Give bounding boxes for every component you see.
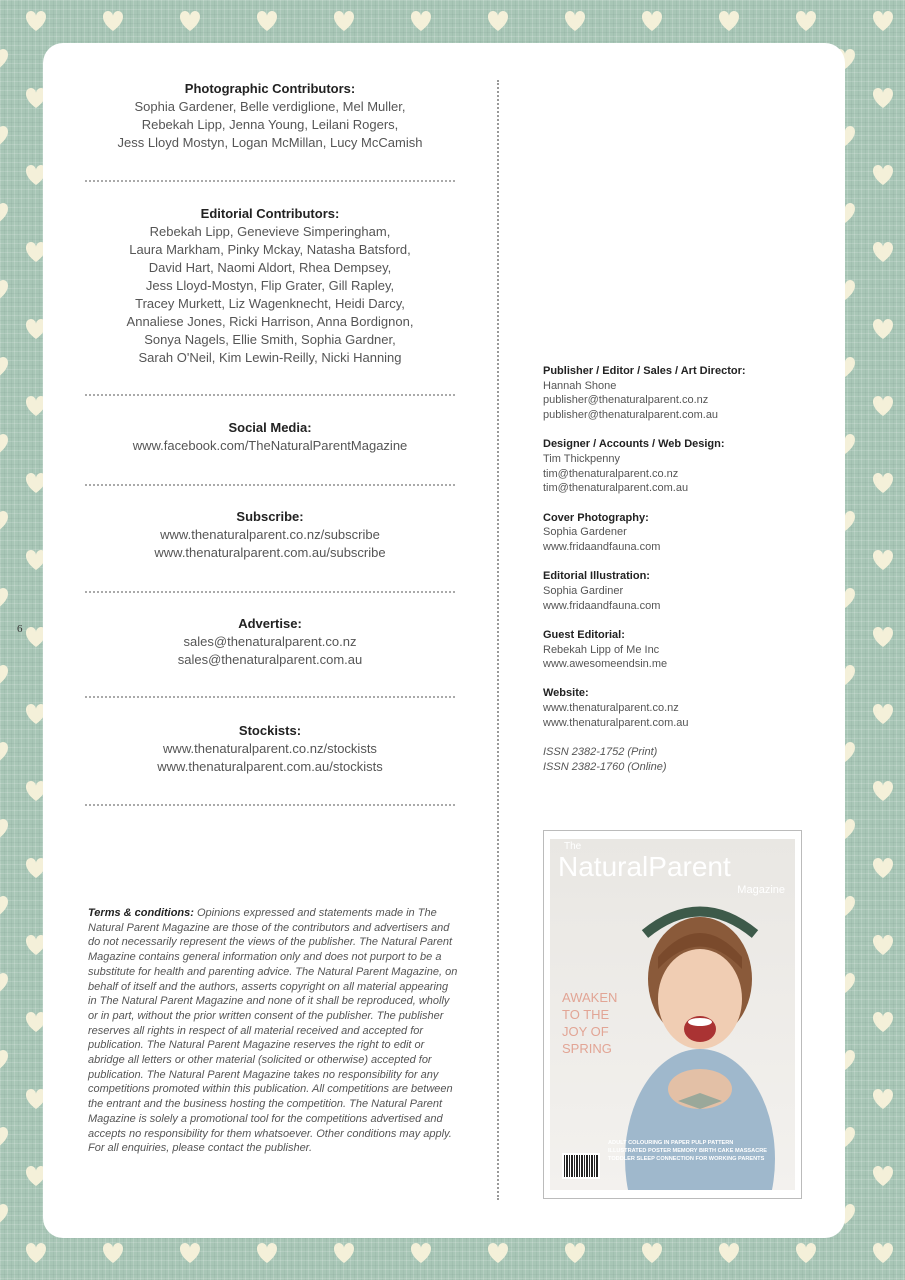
section-line: www.thenaturalparent.com.au/stockists xyxy=(157,759,383,774)
staff-credit-block xyxy=(543,569,823,613)
cover-lines xyxy=(608,1139,790,1163)
cover-headline: AWAKEN TO THE JOY OF SPRING xyxy=(562,990,618,1056)
section-line: Sophia Gardener, Belle verdiglione, Mel Muller, xyxy=(134,99,406,114)
issn-online: ISSN 2382-1760 (Online) xyxy=(543,760,667,773)
terms-text: Opinions expressed and statements made in The Natural Parent Magazine are those of the contributors and advertisers and do not necessarily represent the views of the publisher. The Natural Parent Magazine contains general information only and does not purport to be a substitute for health and parenting advice. The Natural Parent Magazine, on behalf of itself and the authors, asserts copyright on all material appearing in The Natural Parent Magazine and none of it shall be reproduced, wholly or in part, without the prior written consent of the publisher. The publisher reserves all rights in respect of all material received and accepted for publication. The Natural Parent Magazine reserves the right to edit or abridge all letters or other material (solicited or otherwise) accepted for publication. The Natural Parent Magazine takes no responsibility for any competitions promoted within this publication. All competitions are between the entrant and the business hosting the competition. The Natural Parent Magazine is solely a promotional tool for the competitions advertised and accepts no responsibility for them whatsoever. Other conditions may apply. For all enquiries, please contact the publisher. xyxy=(88,907,458,1155)
section-heading: Stockists: xyxy=(238,723,302,738)
staff-credit-block xyxy=(543,628,823,672)
issn-print: ISSN 2382-1752 (Print) xyxy=(543,746,658,759)
credits-section xyxy=(85,508,455,562)
dotted-divider xyxy=(85,484,455,486)
block-heading: Guest Editorial: xyxy=(543,628,625,641)
credits-section xyxy=(85,722,455,776)
issn-block xyxy=(543,745,823,774)
dotted-divider xyxy=(85,804,455,806)
block-line: Sophia Gardiner xyxy=(543,584,624,597)
section-line: Rebekah Lipp, Jenna Young, Leilani Rogers, xyxy=(141,117,399,132)
staff-credit-block xyxy=(543,511,823,555)
block-line: publisher@thenaturalparent.co.nz xyxy=(543,394,709,407)
dotted-divider xyxy=(85,180,455,182)
section-line: sales@thenaturalparent.co.nz xyxy=(183,634,357,649)
credits-section xyxy=(85,80,455,152)
section-heading: Social Media: xyxy=(228,420,312,435)
block-heading: Website: xyxy=(543,687,589,700)
staff-credit-block xyxy=(543,686,823,730)
terms-and-conditions xyxy=(88,906,458,1156)
section-line: Jess Lloyd-Mostyn, Flip Grater, Gill Rapley, xyxy=(145,278,395,293)
block-line: www.awesomeendsin.me xyxy=(543,658,668,671)
cover-title: NaturalParent xyxy=(558,851,731,882)
section-line: www.facebook.com/TheNaturalParentMagazine xyxy=(132,438,408,453)
section-line: www.thenaturalparent.co.nz/stockists xyxy=(163,741,377,756)
section-line: Annaliese Jones, Ricki Harrison, Anna Bordignon, xyxy=(126,314,414,329)
block-line: publisher@thenaturalparent.com.au xyxy=(543,409,719,422)
section-line: Jess Lloyd Mostyn, Logan McMillan, Lucy McCamish xyxy=(117,135,423,150)
cover-the: The xyxy=(564,841,582,852)
block-line: www.thenaturalparent.co.nz xyxy=(543,702,679,715)
section-line: www.thenaturalparent.co.nz/subscribe xyxy=(160,527,380,542)
barcode xyxy=(562,1153,600,1179)
section-line: Rebekah Lipp, Genevieve Simperingham, xyxy=(149,224,391,239)
block-line: Rebekah Lipp of Me Inc xyxy=(543,643,660,656)
block-line: tim@thenaturalparent.co.nz xyxy=(543,467,679,480)
cover-line: ADULT COLOURING IN PAPER PULP PATTERN xyxy=(608,1140,734,1146)
column-divider xyxy=(497,80,499,1200)
section-line: www.thenaturalparent.com.au/subscribe xyxy=(154,545,386,560)
block-line: www.thenaturalparent.com.au xyxy=(543,716,689,729)
dotted-divider xyxy=(85,394,455,396)
block-line: www.fridaandfauna.com xyxy=(543,541,661,554)
section-line: Laura Markham, Pinky Mckay, Natasha Batsford, xyxy=(129,242,411,257)
block-heading: Publisher / Editor / Sales / Art Director: xyxy=(543,365,746,377)
dotted-divider xyxy=(85,591,455,593)
block-line: Hannah Shone xyxy=(543,379,617,392)
dotted-divider xyxy=(85,696,455,698)
section-heading: Subscribe: xyxy=(236,509,304,524)
section-line: Sarah O'Neil, Kim Lewin-Reilly, Nicki Hanning xyxy=(138,350,402,365)
magazine-cover-image xyxy=(543,830,802,1199)
credits-section xyxy=(85,615,455,669)
block-heading: Cover Photography: xyxy=(543,511,649,524)
right-column xyxy=(543,364,823,774)
block-heading: Designer / Accounts / Web Design: xyxy=(543,438,725,451)
section-line: Tracey Murkett, Liz Wagenknecht, Heidi Darcy, xyxy=(135,296,405,311)
block-line: www.fridaandfauna.com xyxy=(543,599,661,612)
block-heading: Editorial Illustration: xyxy=(543,570,650,583)
staff-credit-block xyxy=(543,437,823,496)
credits-section xyxy=(85,205,455,367)
section-heading: Advertise: xyxy=(238,616,302,631)
section-heading: Editorial Contributors: xyxy=(200,206,340,221)
block-line: tim@thenaturalparent.com.au xyxy=(543,482,689,495)
terms-label: Terms & conditions: xyxy=(88,907,194,919)
cover-line: TODDLER SLEEP CONNECTION FOR WORKING PARENTS xyxy=(608,1156,765,1162)
section-line: Sonya Nagels, Ellie Smith, Sophia Gardner, xyxy=(144,332,396,347)
cover-magazine: Magazine xyxy=(737,884,785,896)
section-heading: Photographic Contributors: xyxy=(184,81,356,96)
section-line: sales@thenaturalparent.com.au xyxy=(177,652,363,667)
block-line: Tim Thickpenny xyxy=(543,453,621,466)
page-number: 6 xyxy=(17,623,23,635)
cover-line: ILLUSTRATED POSTER MEMORY BIRTH CAKE MASSACRE xyxy=(608,1148,768,1154)
section-line: David Hart, Naomi Aldort, Rhea Dempsey, xyxy=(148,260,392,275)
staff-credit-block xyxy=(543,364,823,423)
credits-section xyxy=(85,419,455,455)
block-line: Sophia Gardener xyxy=(543,526,627,539)
